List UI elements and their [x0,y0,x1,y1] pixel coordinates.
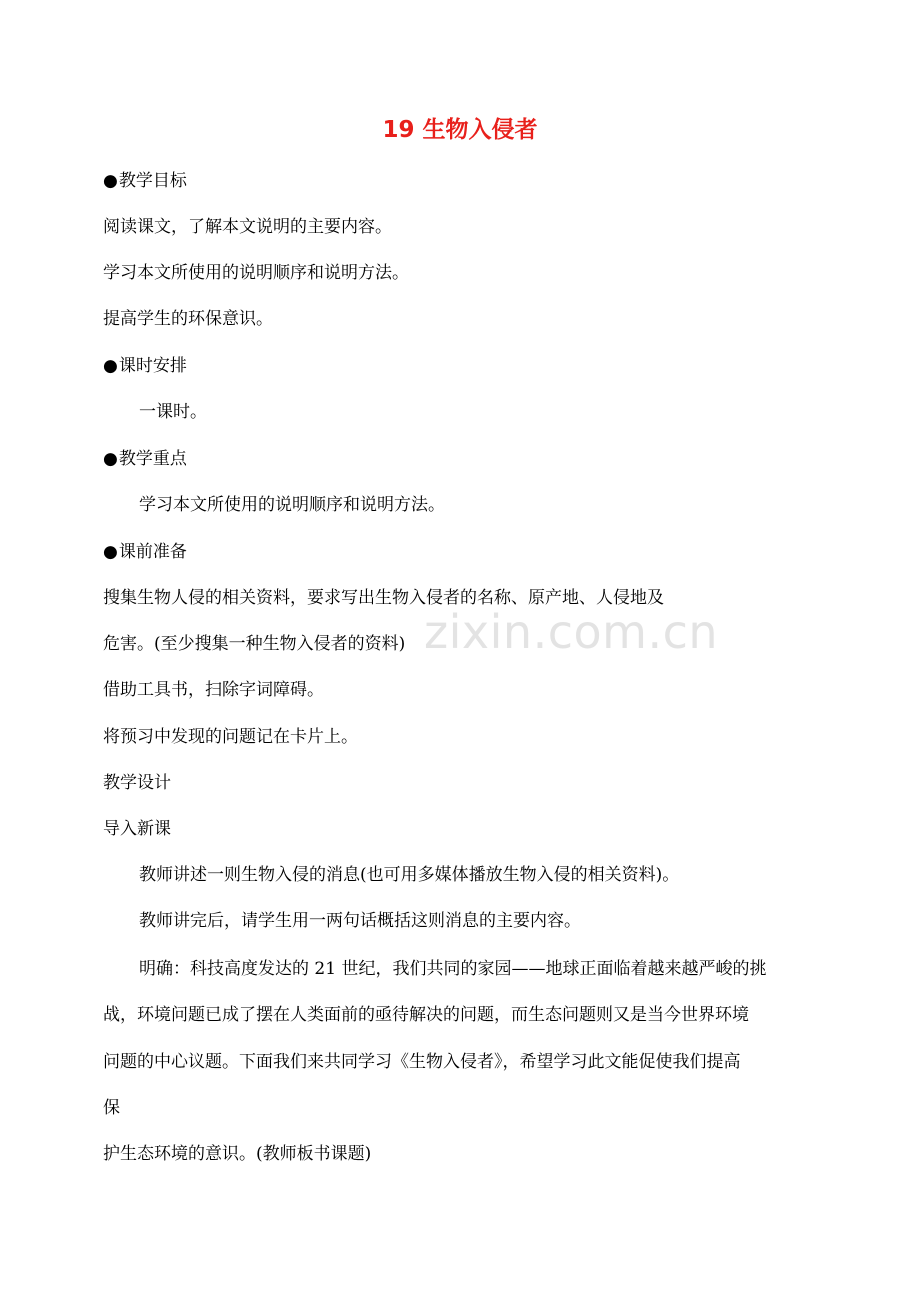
heading-text: 课时安排 [118,356,187,376]
paragraph-line: 将预习中发现的问题记在卡片上。 [103,727,358,747]
paragraph-line: 搜集生物人侵的相关资料，要求写出生物入侵者的名称、原产地、人侵地及 [103,588,664,608]
paragraph-line: 明确：科技高度发达的 21 世纪，我们共同的家园——地球正面临着越来越严峻的挑 [139,959,767,979]
bullet-icon: ● [103,449,118,469]
heading-schedule [103,354,187,378]
watermark: zixin.com.cn [424,605,719,659]
paragraph-line: 教师讲述一则生物入侵的消息(也可用多媒体播放生物入侵的相关资料)。 [139,865,680,885]
heading-text: 教学重点 [118,449,187,469]
paragraph-line: 教师讲完后，请学生用一两句话概括这则消息的主要内容。 [139,911,581,931]
heading-keypoints [103,447,187,471]
paragraph-line: 阅读课文，了解本文说明的主要内容。 [103,217,392,237]
paragraph-line: 学习本文所使用的说明顺序和说明方法。 [139,495,445,515]
heading-objectives [103,169,187,193]
bullet-icon: ● [103,356,118,376]
paragraph-line: 提高学生的环保意识。 [103,309,273,329]
heading-preparation [103,540,187,564]
heading-text: 课前准备 [118,542,187,562]
paragraph-line: 学习本文所使用的说明顺序和说明方法。 [103,263,409,283]
bullet-icon: ● [103,171,118,191]
section-heading: 教学设计 [103,773,171,793]
bullet-icon: ● [103,542,118,562]
section-heading: 导入新课 [103,819,171,839]
paragraph-line: 保 [103,1098,120,1118]
paragraph-line: 战，环境问题已成了摆在人类面前的亟待解决的问题，而生态问题则又是当今世界环境 [103,1005,749,1025]
heading-text: 教学目标 [118,171,187,191]
document-title: 19 生物入侵者 [382,117,538,143]
paragraph-line: 问题的中心议题。下面我们来共同学习《生物入侵者》，希望学习此文能促使我们提高 [103,1052,741,1072]
paragraph-line: 一课时。 [139,402,207,422]
paragraph-line: 危害。(至少搜集一种生物入侵者的资料) [103,634,406,654]
paragraph-line: 借助工具书，扫除字词障碍。 [103,680,324,700]
paragraph-line: 护生态环境的意识。(教师板书课题) [103,1144,372,1164]
